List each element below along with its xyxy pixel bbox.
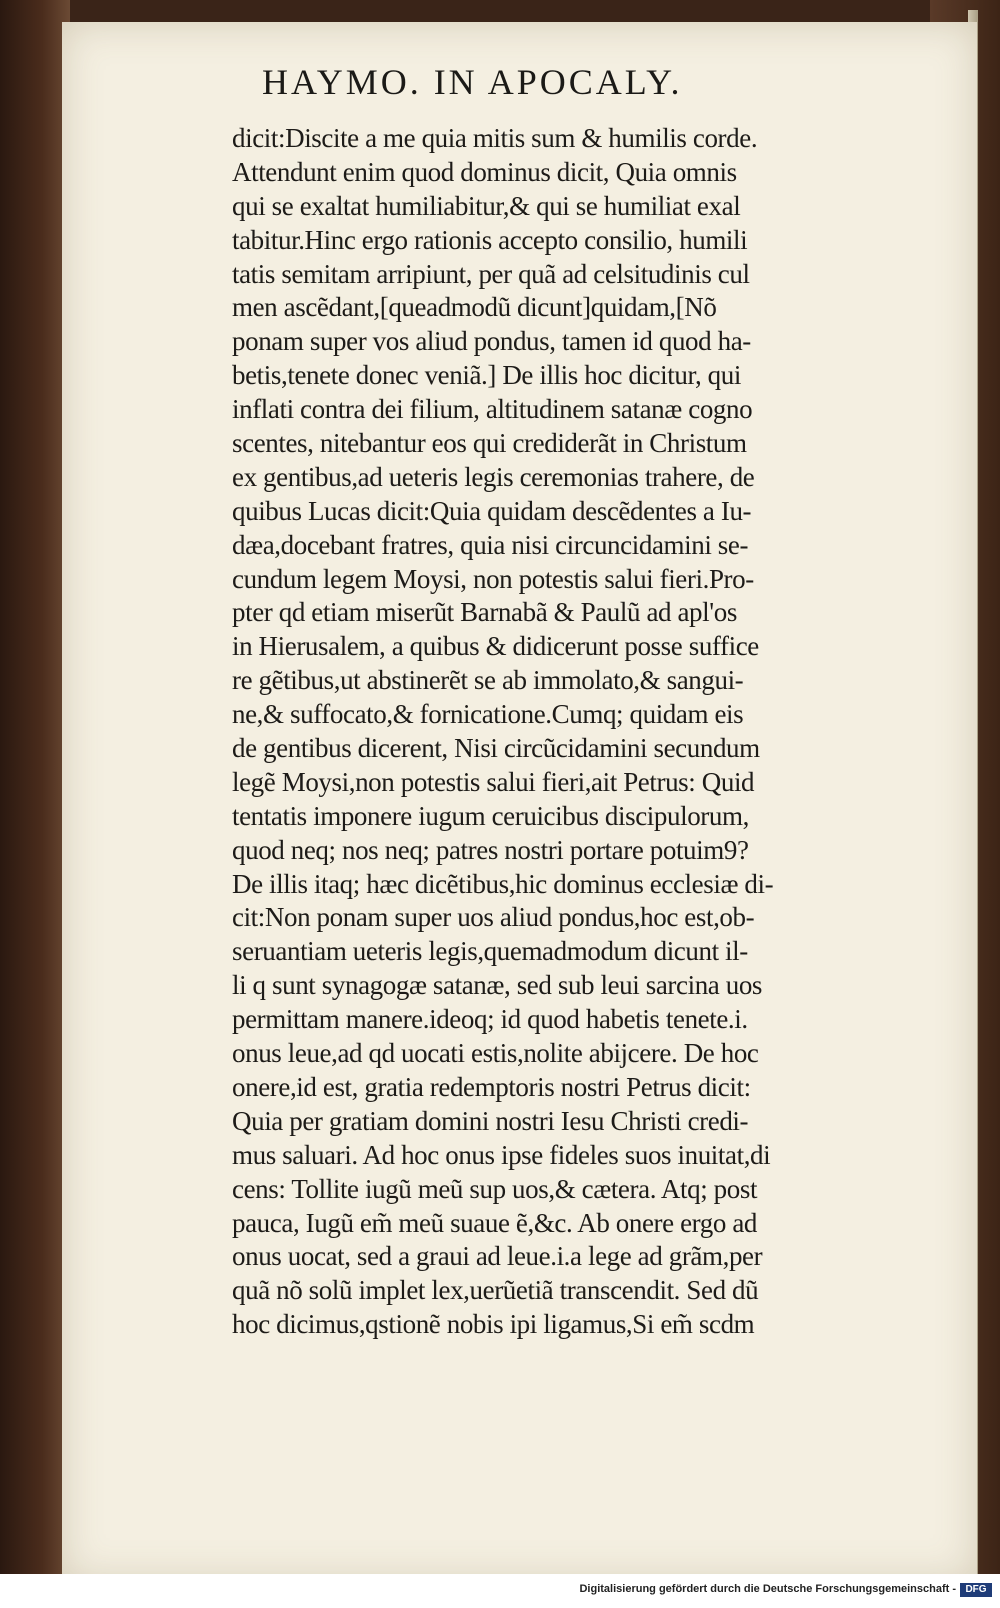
text-line: pauca, Iugũ em̃ meũ suaue ẽ,&c. Ab onere ergo ad xyxy=(232,1207,757,1238)
text-line: onus uocat, sed a graui ad leue.i.a lege ad grãm,per xyxy=(232,1241,763,1272)
text-line: men ascẽdant,[queadmodũ dicunt]quidam,[Nõ xyxy=(232,292,717,323)
text-line: cit:Non ponam super uos aliud pondus,hoc est,ob- xyxy=(232,902,755,933)
dfg-logo: DFG xyxy=(960,1583,992,1597)
text-line: quã nõ solũ implet lex,uerũetiã transcendit. Sed dũ xyxy=(232,1275,759,1306)
text-line: tatis semitam arripiunt, per quã ad celsitudinis cul xyxy=(232,258,750,289)
text-line: mus saluari. Ad hoc onus ipse fideles suos inuitat,di xyxy=(232,1139,771,1170)
text-line: in Hierusalem, a quibus & didicerunt posse suffice xyxy=(232,631,759,662)
text-line: Quia per gratiam domini nostri Iesu Christi credi- xyxy=(232,1105,749,1136)
text-line: cens: Tollite iugũ meũ sup uos,& cætera. Atq; post xyxy=(232,1173,758,1204)
text-line: re gẽtibus,ut abstinerẽt se ab immolato,& sangui- xyxy=(232,665,744,696)
text-line: ex gentibus,ad ueteris legis ceremonias trahere, de xyxy=(232,461,755,492)
text-line: seruantiam ueteris legis,quemadmodum dicunt il- xyxy=(232,936,748,967)
footer-credit: Digitalisierung gefördert durch die Deutsche Forschungsgemeinschaft - xyxy=(579,1583,956,1595)
text-line: scentes, nitebantur eos qui crediderãt in Christum xyxy=(232,428,747,459)
text-line: tabitur.Hinc ergo rationis accepto consilio, humili xyxy=(232,224,748,255)
text-line: ponam super vos aliud pondus, tamen id quod ha- xyxy=(232,326,751,357)
text-line: de gentibus dicerent, Nisi circũcidamini secundum xyxy=(232,733,760,764)
text-block xyxy=(232,122,932,1342)
footer-bar xyxy=(0,1574,1000,1608)
text-line: legẽ Moysi,non potestis salui fieri,ait Petrus: Quid xyxy=(232,766,755,797)
text-line: hoc dicimus,qstionẽ nobis ipi ligamus,Si em̃ scdm xyxy=(232,1309,755,1340)
text-line: li q sunt synagogæ satanæ, sed sub leui sarcina uos xyxy=(232,970,763,1001)
text-line: quod neq; nos neq; patres nostri portare potuim9? xyxy=(232,834,749,865)
text-line: tentatis imponere iugum ceruicibus discipulorum, xyxy=(232,800,749,831)
text-line: De illis itaq; hæc dicẽtibus,hic dominus ecclesiæ di- xyxy=(232,868,774,899)
book-binding-left xyxy=(0,0,70,1608)
text-line: onus leue,ad qd uocati estis,nolite abijcere. De hoc xyxy=(232,1038,759,1069)
text-line: quibus Lucas dicit:Quia quidam descẽdentes a Iu- xyxy=(232,495,752,526)
text-line: Attendunt enim quod dominus dicit, Quia omnis xyxy=(232,156,737,187)
text-line: cundum legem Moysi, non potestis salui fieri.Pro- xyxy=(232,563,754,594)
text-line: dæa,docebant fratres, quia nisi circuncidamini se- xyxy=(232,529,749,560)
text-line: betis,tenete donec veniã.] De illis hoc dicitur, qui xyxy=(232,360,741,391)
text-line: pter qd etiam miserũt Barnabã & Paulũ ad apl'os xyxy=(232,597,737,628)
text-line: qui se exaltat humiliabitur,& qui se humiliat exal xyxy=(232,190,741,221)
text-line: onere,id est, gratia redemptoris nostri Petrus dicit: xyxy=(232,1071,751,1102)
text-line: ne,& suffocato,& fornicatione.Cumq; quidam eis xyxy=(232,699,744,730)
text-line: permittam manere.ideoq; id quod habetis tenete.i. xyxy=(232,1004,748,1035)
text-line: dicit:Discite a me quia mitis sum & humilis corde. xyxy=(232,123,758,153)
running-head: HAYMO. IN APOCALY. xyxy=(262,62,683,102)
text-line: inflati contra dei filium, altitudinem satanæ cogno xyxy=(232,394,753,425)
